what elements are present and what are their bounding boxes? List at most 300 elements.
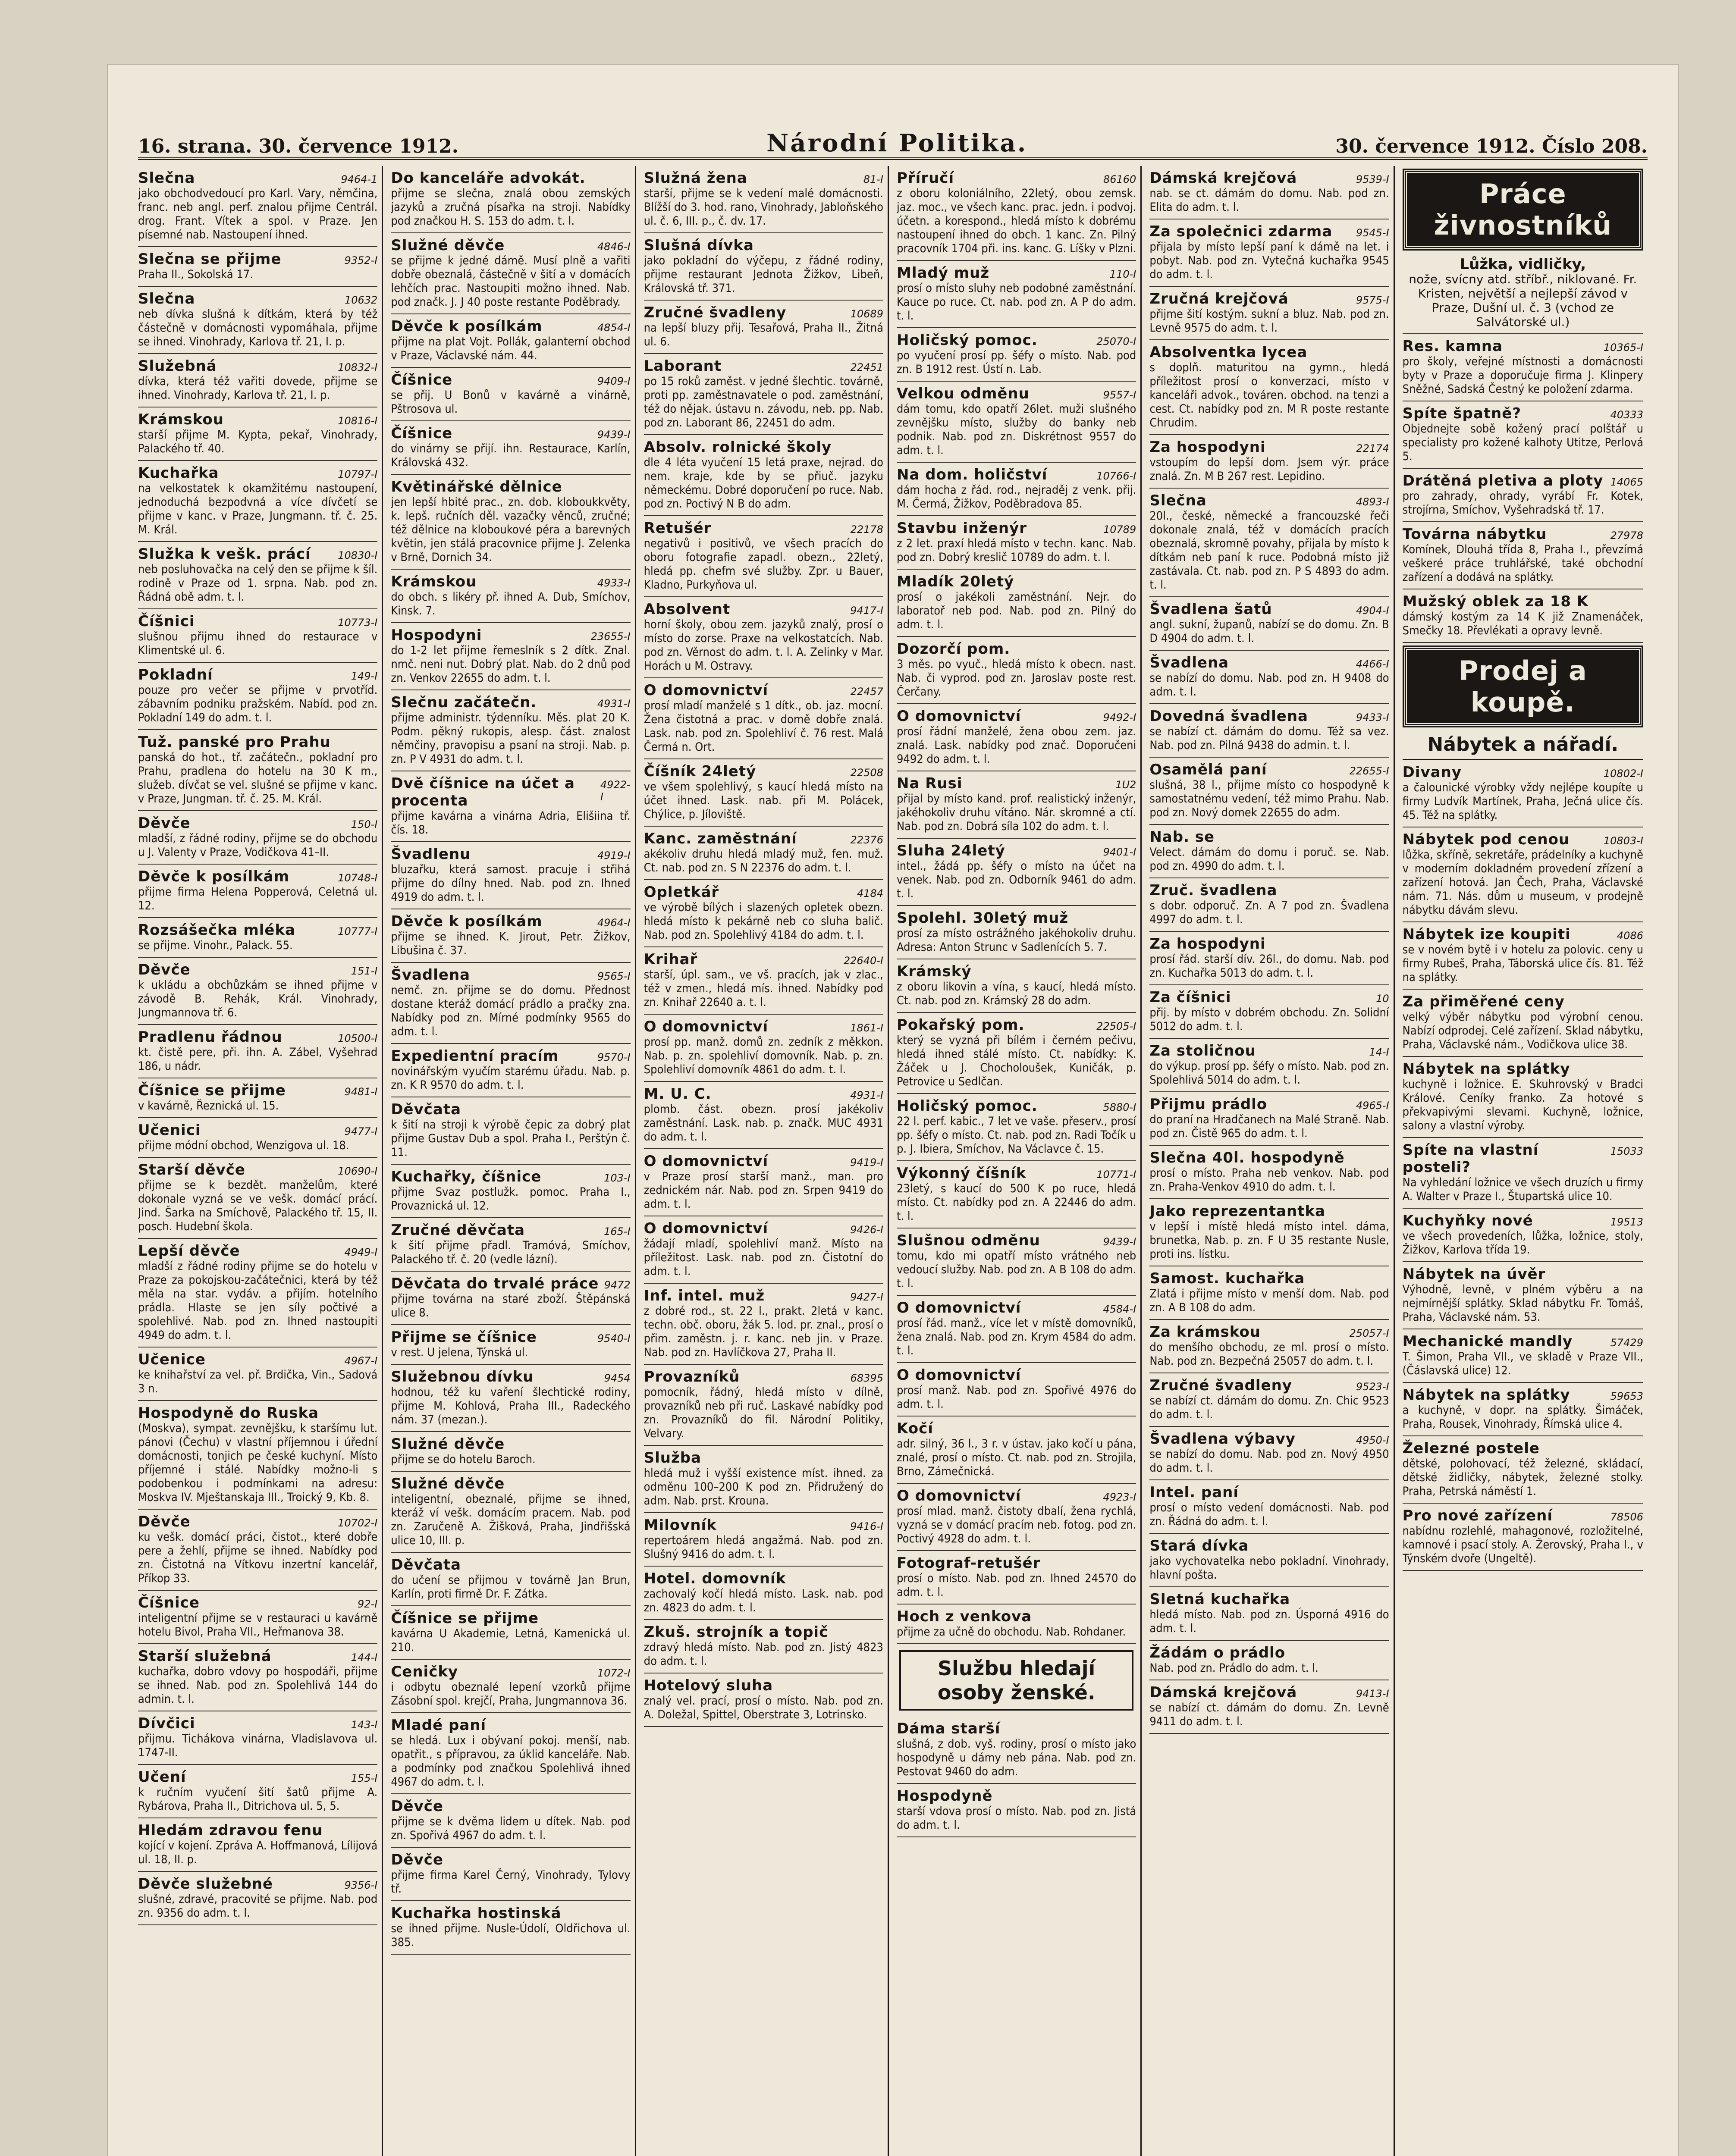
ad-title: Hospodyni — [391, 627, 482, 644]
ad-header — [1403, 593, 1643, 610]
ad-title: Jako reprezentantka — [1149, 1203, 1326, 1220]
ad-body: hledá muž i vyšší existence míst. ihned. za odměnu 100–200 K pod zn. Přidružený do adm. Nab. prst. Krouna. — [644, 1467, 883, 1507]
ad-header — [138, 666, 377, 683]
ad-header — [1403, 1141, 1643, 1176]
ad-header — [644, 1287, 883, 1304]
ad-title: Tuž. panské pro Prahu — [138, 733, 331, 751]
ad-code: 4854-I — [597, 322, 631, 334]
ad-code: 10803-I — [1603, 835, 1643, 847]
ad-body: na lepší bluzy přij. Tesařová, Praha II., Žitná ul. 6. — [644, 321, 883, 348]
ad-header — [1149, 223, 1389, 240]
ad-body: adr. silný, 36 l., 3 r. v ústav. jako kočí u pána, znalé, prosí o místo. Ct. nab. pod zn. Strojila, Brno, Zámečnická. — [896, 1437, 1136, 1478]
ad-header — [1403, 1507, 1643, 1524]
ad-body: angl. sukní, županů, nabízí se do domu. Zn. B D 4904 do adm. t. l. — [1149, 618, 1389, 645]
ad-body: Zlatá i přijme místo v menší dom. Nab. pod zn. A B 108 do adm. — [1149, 1287, 1389, 1314]
classified-ad — [391, 1472, 630, 1553]
classified-ad — [644, 759, 883, 827]
classified-ad — [1149, 1199, 1389, 1266]
ad-header — [897, 264, 1136, 282]
ad-title: Krihař — [644, 951, 698, 968]
ad-body: zdravý hledá místo. Nab. pod zn. Jistý 4823 do adm. t. l. — [644, 1641, 883, 1668]
ad-header — [644, 884, 883, 901]
ad-body: jako vychovatelka nebo pokladní. Vinohrady, hlavní pošta. — [1149, 1554, 1389, 1582]
ad-body: starší přijme M. Kypta, pekař, Vinohrady, Palackého tř. 40. — [138, 428, 378, 455]
ad-header — [391, 1798, 630, 1815]
ad-title: Retušér — [644, 520, 712, 537]
section-banner: Prodej a koupě. — [1404, 647, 1642, 726]
ad-code: 4184 — [857, 887, 883, 899]
ad-body: k ukládu a obchůzkám se ihned přijme v závodě B. Rehák, Král. Vinohrady, Jungmannova tř. 6. — [138, 978, 378, 1019]
ad-body: se v novém bytě i v hotelu za polovic. ceny u firmy Rubeš, Praha, Táborská ulice čís. 81. Též na splátky. — [1402, 943, 1643, 984]
ad-code: 9570-I — [597, 1051, 631, 1063]
ad-body: akékoliv druhu hledá mladý muž, fen. muž. Ct. nab. pod zn. S N 22376 do adm. t. l. — [644, 847, 883, 874]
ad-title: Přijme se číšnice — [391, 1329, 537, 1346]
classified-ad — [1149, 1587, 1389, 1641]
ad-title: Dámská krejčová — [1149, 169, 1297, 187]
ad-header — [897, 1232, 1136, 1249]
display-ad-name: Lůžka, vidličky, — [1460, 256, 1586, 273]
ad-title: Ceničky — [391, 1663, 458, 1680]
ad-title: Slečnu začátečn. — [391, 694, 537, 711]
ad-title: Zručná krejčová — [1149, 290, 1289, 307]
ad-title: Krámský — [896, 963, 972, 980]
ad-body: velký výběr nábytku pod výrobní cenou. Nabízí odprodej. Celé zařízení. Sklad nábytku, Praha, Václavské nám., Vodičkova ulice 38. — [1402, 1010, 1643, 1051]
ad-header — [897, 466, 1136, 483]
column-4 — [897, 166, 1142, 2156]
ad-title: Zručné švadleny — [1149, 1377, 1292, 1394]
ad-code: 110-I — [1109, 268, 1136, 280]
ad-header — [1403, 1212, 1643, 1229]
ad-header — [391, 1717, 630, 1734]
ad-body: Výhodně, levně, v plném výběru a na nejmírnější splátky. Sklad nábytku Fr. Tomáš, Praha, Václavské nám. 53. — [1402, 1283, 1643, 1324]
classified-ad — [897, 637, 1136, 704]
ad-body: z dobré rod., st. 22 l., prakt. 2letá v kanc. techn. obč. oboru, žák 5. lod. pr. znal., prosí o přim. zaměstn. j. r. kanc. neb jin. v Praze. Nab. pod zn. Havlíčkova 27, Praha II. — [644, 1304, 883, 1359]
classified-ad — [644, 1673, 883, 1727]
classified-ad — [1149, 825, 1389, 878]
ad-code: 9433-I — [1356, 711, 1389, 724]
ad-title: Žádám o prádlo — [1149, 1644, 1286, 1661]
ad-code: 9454 — [604, 1372, 631, 1384]
classified-ad — [644, 678, 883, 759]
classified-ad — [1403, 589, 1643, 643]
ad-title: Mladé paní — [391, 1717, 487, 1734]
ad-body: 23letý, s kaucí do 500 K po ruce, hledá místo. Ct. nabídky pod zn. A 22446 do adm. t. l. — [896, 1182, 1136, 1223]
ad-title: Dozorčí pom. — [896, 640, 1011, 658]
classified-ad — [1149, 878, 1389, 932]
classified-ad — [897, 1228, 1136, 1296]
classified-ad — [391, 842, 630, 909]
classified-ad — [1403, 827, 1643, 922]
ad-body: negativů i positivů, ve všech pracích do oboru fotografie zapadl. obezn., 22letý, hledá pp. chefm své služby. Zpr. u Bauer, Kladno, Purkyňova ul. — [644, 537, 883, 592]
ad-body: z 2 let. praxí hledá místo v techn. kanc. Nab. pod zn. Dobrý kreslič 10789 do adm. t. l. — [896, 537, 1136, 564]
ad-header — [391, 1556, 630, 1573]
ad-title: Kočí — [896, 1420, 933, 1437]
ad-body: horní školy, obou zem. jazyků znalý, prosí o místo do zorse. Praxe na velkostatcích. Nab. pod zn. Věrnost do adm. t. l. A. Zelinky v Mar. Horách u M. Ostravy. — [644, 618, 883, 673]
ad-header — [138, 1513, 377, 1530]
ad-code: 9439-I — [597, 429, 631, 441]
ad-title: Sletná kuchařka — [1149, 1591, 1290, 1608]
ad-header — [391, 573, 630, 590]
ad-code: 4949-I — [344, 1246, 378, 1258]
ad-code: 4893-I — [1356, 496, 1389, 508]
ad-body: do menšího obchodu, ze ml. prosí o místo. Nab. pod zn. Bezpečná 25057 do adm. t. l. — [1149, 1341, 1389, 1368]
ad-code: 9426-I — [850, 1224, 883, 1236]
ad-header — [644, 1220, 883, 1237]
classified-ad — [644, 947, 883, 1015]
classified-ad — [138, 407, 377, 461]
classified-ad — [1149, 287, 1389, 340]
ad-code: 149-I — [351, 670, 378, 682]
ad-header — [1149, 708, 1389, 725]
ad-header — [391, 169, 630, 187]
classified-ad — [897, 771, 1136, 839]
ad-header — [391, 1851, 630, 1868]
ad-code: 9401-I — [1103, 846, 1136, 858]
ad-header — [391, 966, 630, 984]
ad-title: Služné děvče — [391, 1475, 505, 1492]
ad-header — [391, 1435, 630, 1453]
ad-body: slušnou přijmu ihned do restaurace v Klimentské ul. 6. — [138, 630, 378, 657]
ad-title: Učenice — [138, 1351, 206, 1368]
ad-title: Nábytek na úvěr — [1402, 1266, 1546, 1283]
ad-body: dám tomu, kdo opatří 26let. muži slušného zevnějšku místo, služby do banky neb podnik. Nab. pod zn. Diskrétnost 9557 do adm. t. l. — [896, 402, 1136, 457]
ad-body: prosí manž. Nab. pod zn. Spořivé 4976 do adm. t. l. — [896, 1384, 1136, 1411]
ad-title: Učení — [138, 1768, 186, 1786]
ad-body: slušná, 38 l., přijme místo co hospodyně k samostatnému vedení, též mimo Prahu. Nab. pod zn. Nový domek 22655 do adm. — [1149, 778, 1389, 819]
ad-header — [391, 1222, 630, 1239]
ad-header — [897, 1554, 1136, 1572]
classified-ad — [897, 704, 1136, 771]
ad-body: pouze pro večer se přijme v prvotříd. zábavním podniku pražském. Nabíd. pod zn. Pokladní 149 do adm. t. l. — [138, 683, 378, 724]
classified-ad — [138, 1239, 377, 1348]
ad-body: bluzařku, která samost. pracuje i střihá přijme do dílny hned. Nab. pod zn. Ihned 4919 do adm. t. l. — [391, 863, 631, 904]
ad-code: 9539-I — [1356, 173, 1389, 185]
ad-title: Děvčata do trvalé práce — [391, 1275, 599, 1292]
ad-code: 40333 — [1610, 409, 1643, 421]
ad-header — [897, 573, 1136, 590]
ad-code: 9481-I — [344, 1086, 378, 1098]
ad-header — [644, 1085, 883, 1103]
classified-ad — [897, 959, 1136, 1013]
classified-ad — [644, 516, 883, 597]
ad-header — [644, 1368, 883, 1385]
ad-body: prosí řád. starší dív. 26l., do domu. Nab. pod zn. Kuchařka 5013 do adm. t. l. — [1149, 953, 1389, 980]
ad-body: kt. čistě pere, při. ihn. A. Zábel, Vyšehrad 186, u nádr. — [138, 1046, 378, 1073]
ad-body: na velkostatek k okamžitému nastoupení, jednoduchá bezpodvná a více dívčetí se přijme v kanc. v Praze, Jungmann. tř. č. 25. M. Král. — [138, 482, 378, 536]
ad-code: 10797-I — [338, 468, 378, 480]
ad-title: Velkou odměnu — [896, 385, 1030, 402]
ad-body: ve všech provedeních, lůžka, ložnice, stoly, Žižkov, Karlova třída 19. — [1402, 1229, 1643, 1257]
ad-header — [391, 627, 630, 644]
ad-header — [644, 1623, 883, 1641]
ad-body: repertoárem hledá angažmá. Nab. pod zn. Slušný 9416 do adm. t. l. — [644, 1534, 883, 1561]
ad-header — [897, 1420, 1136, 1437]
classified-ad — [644, 1620, 883, 1673]
ad-title: Krámskou — [138, 411, 224, 428]
ad-code: 86160 — [1103, 173, 1136, 185]
classified-ad — [138, 542, 377, 609]
ad-title: Za hospodyni — [1149, 439, 1266, 456]
classified-ad — [1403, 1262, 1643, 1329]
ad-body: se hledá. Lux i obývaní pokoj. menší, nab. opatřit., s přípravou, za úklid kanceláře. Nab. a podmínky pod značkou Spolehlivá ihned 4967 do adm. t. l. — [391, 1734, 631, 1789]
classified-ad — [391, 1044, 630, 1097]
classified-ad — [897, 1784, 1136, 1837]
ad-header — [391, 1610, 630, 1627]
ad-code: 57429 — [1610, 1337, 1643, 1349]
ad-title: Květinářské dělnice — [391, 478, 562, 495]
ad-body: dámský kostým za 14 K již Znamenáček, Smečky 18. Převlékati a opravy levně. — [1402, 610, 1643, 637]
ad-code: 9472 — [604, 1279, 631, 1291]
ad-code: 10777-I — [338, 925, 378, 937]
ad-title: Číšnice — [391, 371, 453, 389]
ad-code: 4922-I — [600, 779, 631, 803]
classified-ad — [138, 918, 377, 958]
classified-ad — [897, 1013, 1136, 1094]
ad-header — [1403, 472, 1643, 489]
ad-header — [644, 1677, 883, 1694]
ad-code: 9523-I — [1356, 1381, 1389, 1393]
ad-title: Za přiměřené ceny — [1402, 993, 1565, 1010]
ad-header — [897, 1608, 1136, 1625]
classified-ad — [391, 1848, 630, 1901]
classified-ad — [644, 1513, 883, 1567]
ad-header — [1149, 1537, 1389, 1554]
ad-title: Do kanceláře advokát. — [391, 169, 586, 187]
ad-code: 9575-I — [1356, 294, 1389, 306]
classified-ad — [138, 1644, 377, 1711]
ad-title: Nábytek ize koupiti — [1402, 926, 1571, 943]
ad-body: přijme administr. týdenníku. Měs. plat 20 K. Podm. pěkný rukopis, alesp. část. znalost němčiny, pravopisu a psaní na stroji. Nab. p. zn. P V 4931 do adm. t. l. — [391, 711, 631, 766]
ad-header — [391, 371, 630, 389]
ad-body: přijme módní obchod, Wenzigova ul. 18. — [138, 1139, 349, 1152]
ad-code: 22508 — [850, 767, 883, 779]
ad-title: Zruč. švadlena — [1149, 882, 1278, 899]
ad-body: (Moskva), sympat. zevnějšku, k staršímu lut. pánovi (Čechu) v vlastní příjemnou i úřední domácnosti, tonjich pe české kuchyní. Místo příjemné i stálé. Nabídky možno-li s podobenkou i podmínkami na adresu: Moskva IV. Mještanskaja III., Troický 9, Kb. 8. — [138, 1422, 378, 1504]
ad-code: 10 — [1376, 993, 1389, 1005]
ad-header — [1149, 1149, 1389, 1166]
ad-code: 22451 — [850, 361, 883, 373]
classified-ad — [391, 690, 630, 771]
ad-title: Slušnou odměnu — [896, 1232, 1040, 1249]
classified-ad — [1403, 522, 1643, 589]
ad-body: a kuchyně, v dopr. na splátky. Šimáček, Praha, Rousek, Vinohrady, Římská ulice 4. — [1402, 1404, 1643, 1431]
ad-title: Číšnice — [138, 1594, 200, 1611]
ad-body: starší vdova prosí o místo. Nab. pod zn. Jistá do adm. t. l. — [896, 1805, 1136, 1832]
ad-header — [138, 961, 377, 978]
ad-body: plomb. část. obezn. prosí jakékoliv zaměstnání. Lask. nab. p. značk. MUC 4931 do adm. t. l. — [644, 1103, 883, 1144]
ad-title: Za číšnici — [1149, 989, 1231, 1006]
ad-body: prosí řád. manž., více let v místě domovníků, žena znalá. Nab. pod zn. Krym 4584 do adm. t. l. — [896, 1316, 1136, 1357]
ad-code: 1861-I — [850, 1022, 883, 1034]
newspaper-page — [108, 65, 1678, 2156]
ad-header — [1403, 1333, 1643, 1350]
classified-ad — [897, 516, 1136, 570]
ad-title: Divany — [1402, 764, 1462, 781]
ad-body: k šití přijme přadl. Tramóvá, Smíchov, Palackého tř. č. 20 (vedle lázní). — [391, 1239, 631, 1266]
classified-ad — [391, 166, 630, 233]
ad-body: přijala by místo lepší paní k dámě na let. i pobyt. Nab. pod zn. Vytečná kuchařka 9545 do adm. t. l. — [1149, 240, 1389, 281]
ad-code: 144-I — [351, 1651, 378, 1664]
ad-header — [1149, 1042, 1389, 1059]
classified-ad — [138, 354, 377, 407]
ad-header — [391, 425, 630, 442]
ad-body: přijal by místo kand. prof. realistický inženýr, jakéhokoliv druhu vítáno. Nár. skromné a ctí. Nab. pod zn. Dobrá síla 102 do adm. t. l. — [896, 792, 1136, 833]
ad-title: Hotelový sluha — [644, 1677, 773, 1694]
page-header — [138, 119, 1648, 160]
classified-ad — [1149, 985, 1389, 1039]
ad-body: po vyučení prosí pp. šéfy o místo. Nab. pod zn. B 1912 rest. Ústí n. Lab. — [896, 349, 1136, 376]
classified-ad — [1149, 219, 1389, 287]
ad-title: Laborant — [644, 357, 722, 375]
ad-header — [1149, 1096, 1389, 1113]
classified-ad — [391, 368, 630, 421]
ad-body: z oboru koloniálního, 22letý, obou zemsk. jaz. moc., ve všech kanc. prac. jedn. i podvoj. účetn. a korespond., hledá místo k dobrému nastoupení ihned do obch. 1 kanc. Zn. Pilný pracovník 1704 při. ins. kanc. G. Líšky v Plzni. — [896, 187, 1136, 255]
classified-ad — [897, 1484, 1136, 1551]
ad-body: do praní na Hradčanech na Malé Straně. Nab. pod zn. Čistě 965 do adm. t. l. — [1149, 1113, 1389, 1140]
classified-ad — [391, 1713, 630, 1794]
ad-header — [138, 1161, 377, 1178]
ad-header — [1149, 344, 1389, 361]
ad-body: intel., žádá pp. šéfy o místo na účet na venek. Nab. pod zn. Odborník 9461 do adm. t. l. — [896, 859, 1136, 900]
ad-title: Rozsášečka mléka — [138, 921, 296, 939]
ad-code: 9413-I — [1356, 1688, 1389, 1700]
ad-title: Číšnici — [138, 613, 195, 630]
ad-body: inteligentní přijme se v restauraci u kavárně hotelu Bivol, Praha VII., Heřmanova 38. — [138, 1611, 378, 1639]
ad-code: 103-I — [604, 1172, 631, 1184]
ad-body: novinářským vyučím starému úřadu. Nab. p. zn. K R 9570 do adm. t. l. — [391, 1065, 631, 1092]
ad-title: Pradlenu řádnou — [138, 1028, 283, 1046]
ad-title: M. U. C. — [644, 1085, 712, 1103]
ad-code: 10690-I — [338, 1165, 378, 1177]
ad-header — [1149, 761, 1389, 778]
classified-ad — [138, 1510, 377, 1591]
ad-title: Číšnice se přijme — [391, 1610, 539, 1627]
ad-title: Za stoličnou — [1149, 1042, 1256, 1059]
ad-body: přijme kavárna a vinárna Adria, Elišiina tř. čís. 18. — [391, 809, 631, 837]
ad-header — [138, 1242, 377, 1260]
classified-ad — [1403, 401, 1643, 469]
classified-ad — [138, 1348, 377, 1401]
ad-title: Mužský oblek za 18 K — [1402, 593, 1589, 610]
classified-ad — [1149, 166, 1389, 219]
ad-body: přijme se ihned. K. Jirout, Petr. Žižkov, Libušina č. 37. — [391, 930, 631, 957]
section-subheading: Nábytek a nářadí. — [1403, 730, 1643, 760]
ad-code: 4919-I — [597, 849, 631, 862]
ad-body: po 15 roků zaměst. v jedné šlechtic. továrně, proti pp. zaměstnavatele o pod. zaměstnání, též do nějak. ústavu n. závodu, neb. pp. Nab. pod zn. Laborant 86, 22451 do adm. — [644, 375, 883, 429]
ad-title: Stavbu inženýr — [896, 520, 1027, 537]
ad-code: 1U2 — [1115, 779, 1136, 791]
ad-header — [138, 1082, 377, 1099]
ad-title: Zkuš. strojník a topič — [644, 1623, 829, 1641]
ad-title: Starší služebná — [138, 1648, 272, 1665]
ad-header — [1149, 1270, 1389, 1287]
ad-code: 9439-I — [1103, 1236, 1136, 1248]
ad-header — [897, 842, 1136, 859]
ad-title: O domovnictví — [644, 1018, 769, 1035]
ad-code: 22640-I — [843, 955, 883, 967]
ad-body: přijmu. Tichákova vinárna, Vladislavova ul. 1747-II. — [138, 1732, 378, 1759]
ad-header — [644, 357, 883, 375]
ad-title: Holičský pomoc. — [896, 332, 1038, 349]
ad-title: Hoch z venkova — [896, 1608, 1032, 1625]
ad-title: Osamělá paní — [1149, 761, 1267, 778]
ad-body: prosí za místo ostrážného jakéhokoliv druhu. Adresa: Anton Strunc v Sadlenících 5. 7. — [896, 927, 1136, 954]
classified-ad — [138, 1872, 377, 1925]
ad-code: 4846-I — [597, 241, 631, 253]
ad-header — [644, 439, 883, 456]
ad-header — [1149, 1684, 1389, 1701]
ad-code: 9409-I — [597, 375, 631, 387]
classified-ad — [391, 1660, 630, 1713]
ad-body: žádají mladí, spolehliví manž. Místo na příležitost. Lask. nab. pod zn. Čistotní do adm. t. l. — [644, 1237, 883, 1278]
ad-title: Holičský pomoc. — [896, 1097, 1038, 1115]
ad-title: Slečna — [138, 290, 195, 307]
ad-title: Služebná — [138, 357, 217, 375]
ad-title: Děvče k posílkám — [138, 868, 290, 885]
ad-code: 9477-I — [344, 1125, 378, 1138]
ad-body: nemč. zn. přijme se do domu. Přednost dostane kteráž domácí prádlo a pračky zna. Nabídky pod zn. Mírné podmínky 9565 do adm. t. l. — [391, 984, 631, 1038]
ad-code: 4923-I — [1103, 1491, 1136, 1503]
ad-code: 81-I — [863, 173, 883, 185]
ad-code: 22457 — [850, 686, 883, 698]
ad-code: 10773-I — [338, 617, 378, 629]
ad-header — [138, 1875, 377, 1893]
classified-ad — [1403, 1209, 1643, 1262]
ad-code: 14065 — [1610, 476, 1643, 488]
classified-ad — [391, 233, 630, 314]
classified-ad — [644, 1567, 883, 1620]
ad-header — [897, 1299, 1136, 1316]
ad-header — [391, 913, 630, 930]
ad-title: Samost. kuchařka — [1149, 1270, 1305, 1287]
ad-title: Hledám zdravou fenu — [138, 1822, 323, 1839]
classified-ad — [1403, 1436, 1643, 1504]
classified-ad — [897, 906, 1136, 959]
classified-ad — [1149, 704, 1389, 758]
ad-body: slušná, z dob. vyš. rodiny, prosí o místo jako hospodyně u dámy neb pána. Nab. pod zn. Pestovat 9460 do adm. — [896, 1737, 1136, 1778]
ad-code: 10832-I — [338, 361, 378, 373]
ad-body: prosí mlad. manž. čistoty dbalí, žena rychlá, vyzná se v domácí pracím neb. fotog. pod zn. Poctivý 4928 do adm. t. l. — [896, 1504, 1136, 1545]
classified-ad — [1149, 758, 1389, 825]
ad-title: Dovedná švadlena — [1149, 708, 1308, 725]
ad-body: přijme se slečna, znalá obou zemských jazyků a zručná písařka na stroji. Nabídky pod značkou H. S. 153 do adm. t. l. — [391, 187, 631, 228]
classified-ad — [1149, 1039, 1389, 1092]
ad-title: Mechanické mandly — [1402, 1333, 1573, 1350]
ad-code: 10816-I — [338, 415, 378, 427]
ad-header — [391, 318, 630, 335]
ad-title: Továrna nábytku — [1402, 526, 1547, 543]
classified-ad — [391, 1365, 630, 1432]
ad-code: 9419-I — [850, 1156, 883, 1169]
ad-header — [897, 1366, 1136, 1384]
ad-header — [1149, 1644, 1389, 1661]
classified-ad — [391, 1553, 630, 1606]
ad-body: Nab. pod zn. Prádlo do adm. t. l. — [1149, 1661, 1318, 1675]
ad-body: prosí o místo. Praha neb venkov. Nab. pod zn. Praha-Venkov 4910 do adm. t. l. — [1149, 1166, 1389, 1194]
ad-body: dětské, polohovací, též železné, skládací, dětské židličky, nábytek, železné stolky. Praha, Petrská náměstí 1. — [1402, 1457, 1643, 1498]
ad-header — [1403, 526, 1643, 543]
ad-header — [391, 237, 630, 254]
ad-body: prosí o místo vedení domácnosti. Nab. pod zn. Řádná do adm. t. l. — [1149, 1501, 1389, 1528]
ad-body: starší, přijme se k vedení malé domácnosti. Blížší do 3. hod. rano, Vinohrady, Jabloňského ul. č. 6, III. p., č. dv. 17. — [644, 187, 883, 228]
classified-ad — [644, 1149, 883, 1216]
ad-title: Hotel. domovník — [644, 1570, 786, 1587]
ad-title: Příručí — [896, 169, 954, 187]
ad-header — [1149, 439, 1389, 456]
ad-body: zachovalý kočí hledá místo. Lask. nab. pod zn. 4823 do adm. t. l. — [644, 1587, 883, 1614]
ad-title: Kuchařka — [138, 464, 219, 482]
classified-ad — [391, 1165, 630, 1218]
